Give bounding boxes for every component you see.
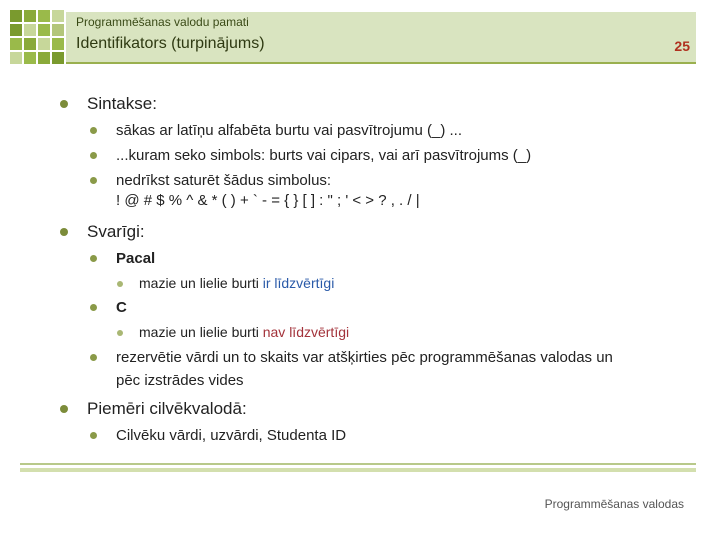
reserved-words-text: rezervētie vārdi un to skaits var atšķirties pēc programmēšanas valodas un [116,349,613,366]
piemeri-item-text: Cilvēku vārdi, uzvārdi, Studenta ID [116,427,347,444]
reserved-words-text-cont: pēc izstrādes vides [116,372,244,389]
equivalent-highlight: ir līdzvērtīgi [262,275,335,291]
bullet-label: Svarīgi: [87,222,145,241]
slide-title: Identifikators (turpinājums) [76,35,265,52]
c-sub-text [139,324,349,340]
slide-number: 25 [674,38,690,54]
bullet-dot [117,281,123,287]
bullet-dot [60,228,68,236]
bullet-dot [90,432,97,439]
bullet-dot [60,100,68,108]
forbidden-symbols: ! @ # $ % ^ & * ( ) + ` - = { } [ ] : " ; ' < > ? , . / | [116,192,420,209]
not-equivalent-highlight: nav līdzvērtīgi [262,324,350,340]
bullet-label: Sintakse: [87,94,157,113]
bullet-dot [90,255,97,262]
bullet-dot [90,152,97,159]
pascal-sub-text [139,275,334,291]
bullet-dot [90,304,97,311]
c-label: C [116,299,127,316]
sub-prefix: mazie un lielie burti [139,275,263,291]
course-title: Programmēšanas valodu pamati [76,15,249,29]
bullet-dot [90,354,97,361]
footer-band [20,468,696,472]
bullet-label: Piemēri cilvēkvalodā: [87,399,247,418]
pascal-label: Pacal [116,250,156,267]
sintakse-item-text: nedrīkst saturēt šādus simbolus: [116,172,332,189]
footer-text: Programmēšanas valodas [544,497,684,511]
bullet-dot [117,330,123,336]
bullet-dot [60,405,68,413]
bullet-dot [90,177,97,184]
footer-divider [20,463,696,465]
bullet-dot [90,127,97,134]
sub-prefix: mazie un lielie burti [139,324,263,340]
sintakse-item-text: sākas ar latīņu alfabēta burtu vai pasvītrojumu (_) ... [116,122,463,139]
sintakse-item-text: ...kuram seko simbols: burts vai cipars, vai arī pasvītrojums (_) [116,147,532,164]
